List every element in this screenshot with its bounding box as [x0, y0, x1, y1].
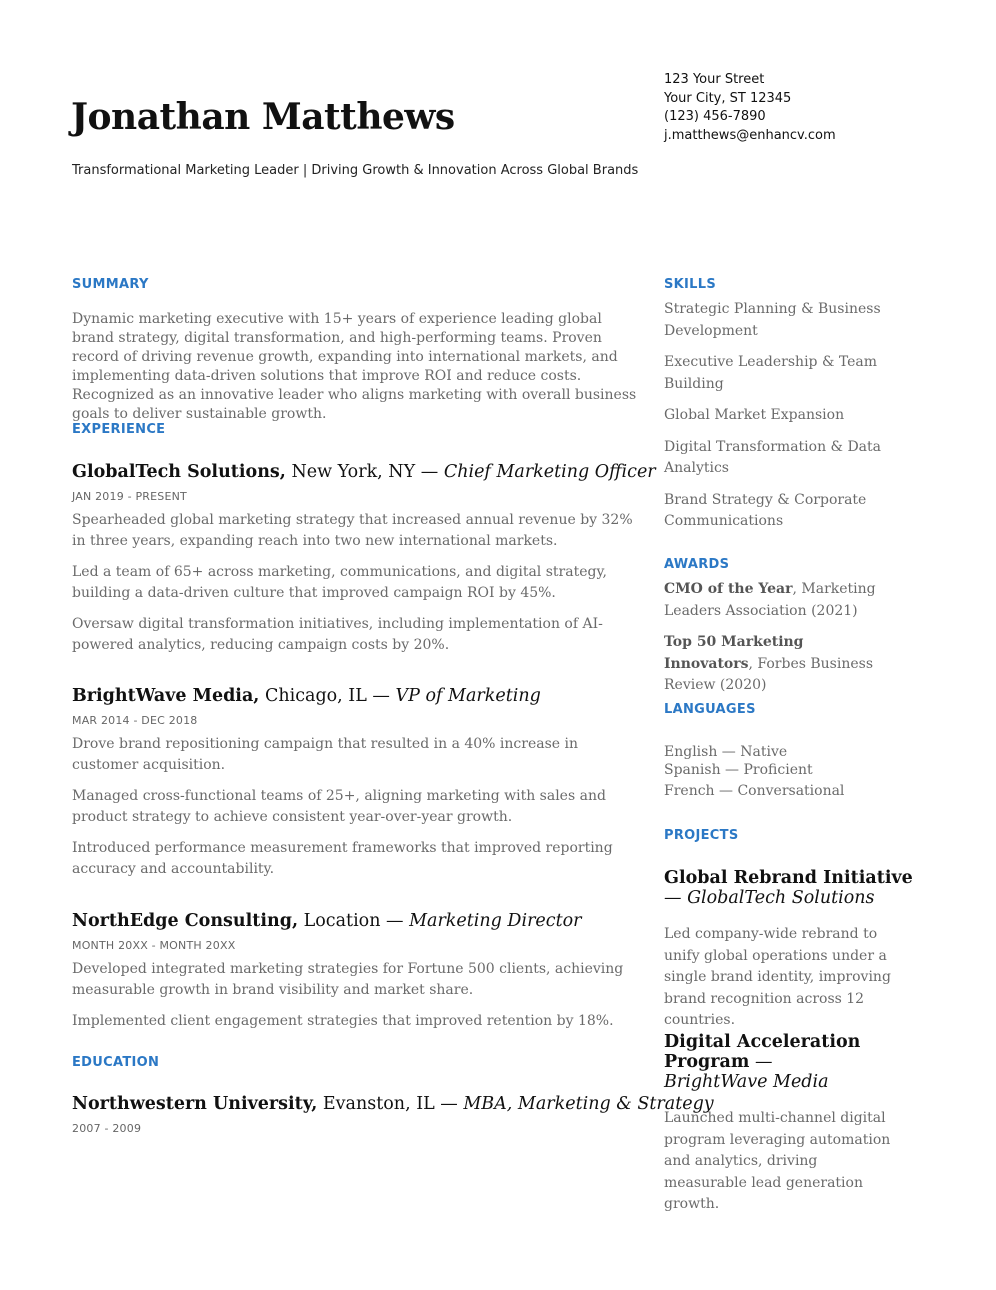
- project-org: — GlobalTech Solutions: [664, 888, 875, 908]
- job-company: GlobalTech Solutions,: [72, 462, 286, 482]
- project-org: — BrightWave Media: [664, 1052, 829, 1092]
- project-name: Global Rebrand Initiative: [664, 868, 913, 888]
- language-item: Spanish — Proficient: [664, 762, 813, 778]
- skill-item: Executive Leadership & Team Building: [664, 354, 878, 392]
- contact-block: [664, 71, 836, 145]
- job-bullet: Spearheaded global marketing strategy that increased annual revenue by 32% in three years, expanding reach into two new international markets.: [72, 512, 633, 549]
- job-role: VP of Marketing: [395, 686, 541, 706]
- award-item: [664, 579, 879, 622]
- skill-item: Digital Transformation & Data Analytics: [664, 438, 881, 476]
- contact-email: j.matthews@enhancv.com: [664, 127, 836, 143]
- skill-item: Brand Strategy & Corporate Communications: [664, 491, 867, 529]
- education-heading: EDUCATION: [72, 1055, 160, 1070]
- award-item: [664, 632, 879, 697]
- job-company: NorthEdge Consulting,: [72, 911, 299, 931]
- project-entry: [664, 1032, 891, 1216]
- projects-heading: PROJECTS: [664, 828, 739, 843]
- project-entry: [664, 868, 914, 1032]
- project-title: [664, 1032, 879, 1092]
- job-bullet: Implemented client engagement strategies that improved retention by 18%.: [72, 1013, 614, 1029]
- education-location: Evanston, IL —: [317, 1094, 464, 1114]
- education-school: Northwestern University,: [72, 1094, 318, 1114]
- job-title-line: [72, 911, 642, 931]
- candidate-name: Jonathan Matthews: [71, 96, 455, 138]
- contact-phone: (123) 456-7890: [664, 109, 766, 124]
- job-bullet: Managed cross-functional teams of 25+, aligning marketing with sales and product strategy to achieve consistent year-over-year growth.: [72, 788, 606, 825]
- education-entry: [72, 1094, 714, 1135]
- job-role: Marketing Director: [409, 911, 582, 931]
- job-location: Location —: [298, 911, 410, 931]
- language-item: French — Conversational: [664, 783, 845, 799]
- skill-item: Global Market Expansion: [664, 407, 845, 423]
- education-title-line: [72, 1094, 714, 1114]
- job-company: BrightWave Media,: [72, 686, 260, 706]
- job-title-line: [72, 462, 656, 482]
- contact-street: 123 Your Street: [664, 72, 765, 87]
- experience-entry: [72, 462, 656, 656]
- project-title: [664, 868, 914, 908]
- project-name: Digital Acceleration Program: [664, 1032, 861, 1072]
- skill-item: Strategic Planning & Business Development: [664, 301, 881, 339]
- job-location: Chicago, IL —: [259, 686, 396, 706]
- award-detail: , Forbes Business Review (2020): [664, 655, 874, 693]
- experience-entry: [72, 686, 642, 880]
- contact-city: Your City, ST 12345: [664, 90, 792, 106]
- job-title-line: [72, 686, 642, 706]
- job-bullet: Led a team of 65+ across marketing, communications, and digital strategy, building a data-driven culture that improved campaign ROI by 45%.: [72, 564, 607, 601]
- summary-heading: SUMMARY: [72, 277, 149, 292]
- skills-list: [664, 299, 884, 533]
- job-bullet: Introduced performance measurement frameworks that improved reporting accuracy and accountability.: [72, 840, 613, 877]
- award-detail: , Marketing Leaders Association (2021): [664, 581, 876, 619]
- award-name: Top 50 Marketing Innovators: [664, 634, 804, 672]
- project-description: Led company-wide rebrand to unify global operations under a single brand identity, improving brand recognition across 12 countries.: [664, 926, 891, 1028]
- job-role: Chief Marketing Officer: [443, 462, 656, 482]
- job-location: New York, NY —: [285, 462, 444, 482]
- education-degree: MBA, Marketing & Strategy: [463, 1094, 714, 1114]
- skills-heading: SKILLS: [664, 277, 717, 292]
- job-bullet: Oversaw digital transformation initiatives, including implementation of AI-powered analytics, reducing campaign costs by 20%.: [72, 616, 603, 653]
- job-dates: JAN 2019 - PRESENT: [72, 490, 187, 503]
- award-name: CMO of the Year: [664, 581, 793, 597]
- candidate-tagline: Transformational Marketing Leader | Driving Growth & Innovation Across Global Brands: [72, 163, 639, 178]
- project-description: Launched multi-channel digital program leveraging automation and analytics, driving measurable lead generation growth.: [664, 1110, 891, 1212]
- job-dates: MONTH 20XX - MONTH 20XX: [72, 939, 236, 952]
- awards-list: [664, 579, 879, 697]
- job-bullet: Drove brand repositioning campaign that resulted in a 40% increase in customer acquisition.: [72, 736, 579, 773]
- summary-text: Dynamic marketing executive with 15+ years of experience leading global brand strategy, digital transformation, and high-performing teams. Proven record of driving revenue growth, expanding into international markets, and implementing data-driven solutions that improve ROI and reduce costs. Recognized as an innovative leader who aligns marketing with overall business goals to deliver sustainable growth.: [72, 311, 637, 422]
- awards-heading: AWARDS: [664, 557, 730, 572]
- job-bullet: Developed integrated marketing strategies for Fortune 500 clients, achieving measurable growth in brand visibility and market share.: [72, 961, 624, 998]
- languages-heading: LANGUAGES: [664, 702, 756, 717]
- education-dates: 2007 - 2009: [72, 1122, 142, 1135]
- experience-heading: EXPERIENCE: [72, 422, 166, 437]
- job-dates: MAR 2014 - DEC 2018: [72, 714, 198, 727]
- languages-list: [664, 743, 914, 800]
- language-item: English — Native: [664, 744, 788, 760]
- experience-entry: [72, 911, 642, 1032]
